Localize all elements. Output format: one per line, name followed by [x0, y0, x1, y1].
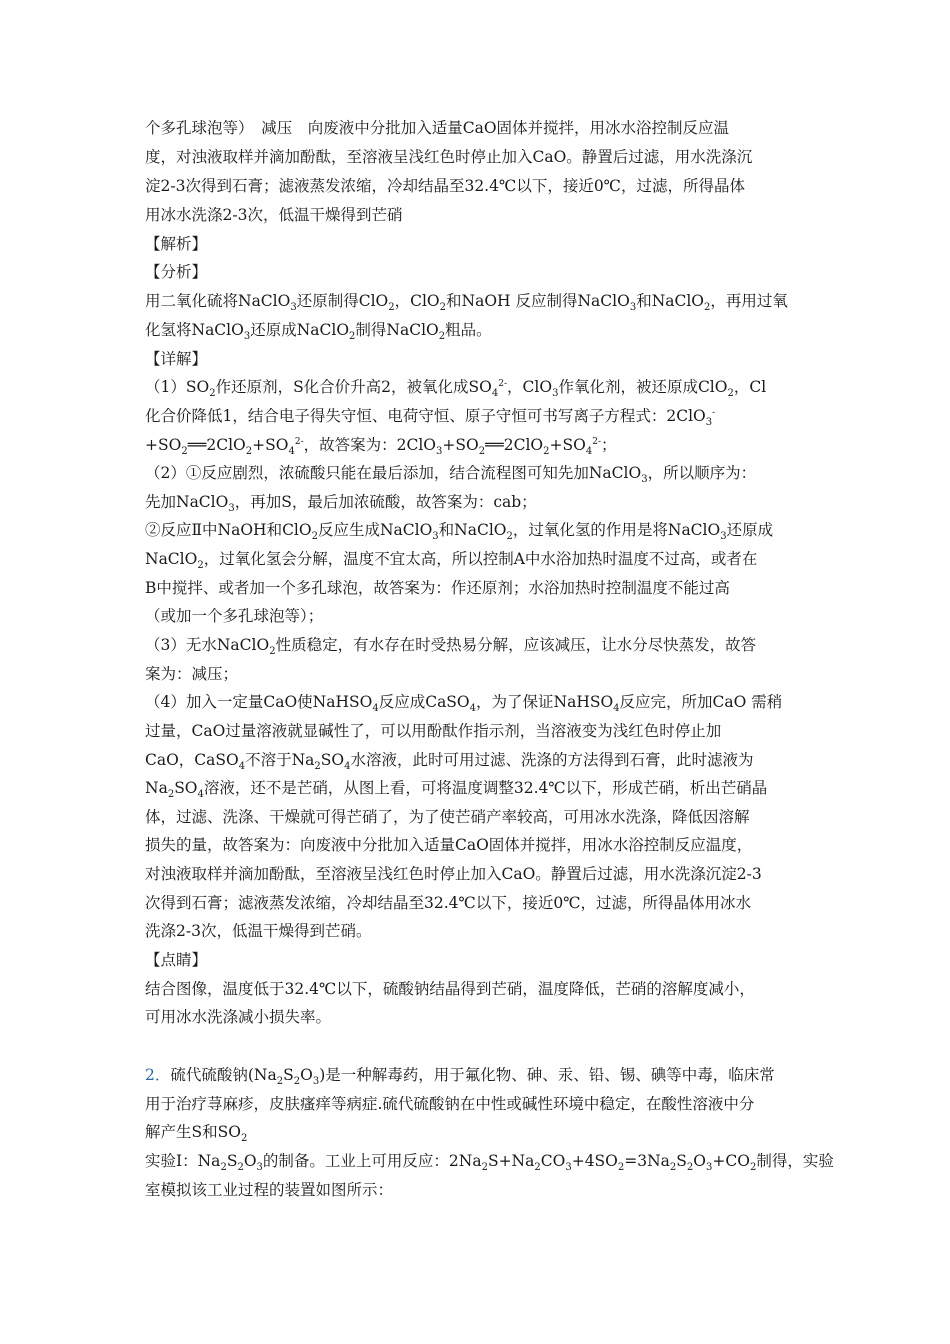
- subscript-text: 2: [439, 302, 447, 313]
- subscript-text: 3: [720, 531, 727, 542]
- text-run: （或加一个多孔球泡等）；: [145, 607, 324, 625]
- text-run: CO: [540, 1152, 566, 1170]
- subscript-text: 2: [245, 446, 253, 457]
- subscript-text: 2: [388, 302, 395, 313]
- text-run: 可用冰水洗涤减小损失率。: [145, 1008, 332, 1026]
- section-label-dianjing: 【点睛】: [145, 951, 208, 969]
- text-run: ，为了保证NaHSO: [476, 693, 614, 711]
- subscript-text: 3: [565, 1162, 572, 1173]
- subscript-text: 2: [220, 1162, 227, 1173]
- subscript-text: 4: [585, 446, 593, 457]
- subscript-text: 4: [197, 789, 204, 800]
- answer-line: [145, 147, 752, 167]
- subscript-text: 2: [293, 1076, 301, 1087]
- text-run: 个多孔球泡等） 减压 向废液中分批加入适量CaO固体并搅拌，用冰水浴控制反应温: [145, 119, 730, 137]
- text-run: ，所以顺序为：: [647, 464, 757, 482]
- text-run: O: [693, 1152, 707, 1170]
- text-run: ，故答案为：2ClO: [303, 436, 437, 454]
- text-run: 结合图像，温度低于32.4℃以下，硫酸钠结晶得到芒硝，温度降低，芒硝的溶解度减小，: [145, 980, 755, 998]
- subscript-text: 2: [276, 1076, 284, 1087]
- subscript-text: 2: [237, 1162, 244, 1173]
- subscript-text: 2: [727, 388, 734, 399]
- subscript-text: 3: [312, 1076, 320, 1087]
- text-run: ，Cl: [733, 378, 767, 396]
- subscript-text: 2: [181, 446, 188, 457]
- text-run: SO: [174, 779, 198, 797]
- text-run: O: [243, 1152, 257, 1170]
- detail-line: [145, 893, 751, 913]
- detail-line: [145, 721, 721, 741]
- text-run: 损失的量，故答案为：向废液中分批加入适量CaO固体并搅拌，用冰水浴控制反应温度，: [145, 836, 753, 854]
- text-run: ，再加S，最后加浓硫酸，故答案为：cab；: [234, 493, 537, 511]
- subscript-text: 2: [197, 560, 204, 571]
- text-run: S: [676, 1152, 687, 1170]
- detail-line: [145, 435, 617, 455]
- detail-line: [145, 807, 750, 827]
- subscript-text: 2: [704, 302, 711, 313]
- text-run: +SO: [145, 436, 182, 454]
- text-run: （3）无水NaClO: [145, 636, 270, 654]
- detail-line: [145, 492, 537, 512]
- detail-line: [145, 463, 756, 483]
- subscript-text: 3: [243, 331, 251, 342]
- answer-line: [145, 205, 402, 225]
- text-run: 还原成NaClO: [250, 321, 350, 339]
- subscript-text: 4: [613, 703, 620, 714]
- text-run: （4）加入一定量CaO使NaHSO: [145, 693, 373, 711]
- text-run: SO: [320, 751, 345, 769]
- detail-line: [145, 377, 766, 397]
- detail-line: [145, 778, 767, 798]
- text-run: )是一种解毒药，用于氟化物、砷、汞、铅、锡、碘等中毒，临床常: [319, 1066, 775, 1084]
- subscript-text: 3: [432, 531, 439, 542]
- question-number: 2．: [145, 1066, 171, 1084]
- text-run: 作氧化剂，被还原成ClO: [558, 378, 728, 396]
- section-label-xiangjie: 【详解】: [145, 350, 208, 368]
- subscript-text: 2: [669, 1162, 677, 1173]
- text-run: 对浊液取样并滴加酚酞，至溶液呈浅红色时停止加入CaO。静置后过滤，用水洗涤沉淀2-3: [145, 865, 762, 883]
- text-run: 制得NaClO: [355, 321, 439, 339]
- subscript-text: 3: [629, 302, 637, 313]
- text-run: 淀2-3次得到石膏；滤液蒸发浓缩，冷却结晶至32.4℃以下，接近0℃，过滤，所得晶体: [145, 177, 746, 195]
- text-run: ，ClO: [507, 378, 553, 396]
- text-run: 不溶于Na: [245, 751, 315, 769]
- text-run: S: [283, 1066, 294, 1084]
- text-run: ，再用过氧: [710, 292, 788, 310]
- question-line: [145, 1094, 754, 1114]
- comment-line: [145, 1007, 331, 1027]
- analysis-line: [145, 320, 492, 340]
- analysis-line: [145, 291, 788, 311]
- subscript-text: 3: [256, 1162, 263, 1173]
- text-run: 硫代硫酸钠(Na: [170, 1066, 277, 1084]
- text-run: +CO: [712, 1152, 750, 1170]
- superscript-text: 2-: [592, 437, 602, 447]
- section-label-fenxi: 【分析】: [145, 263, 208, 281]
- text-run: 洗涤2-3次，低温干燥得到芒硝。: [145, 922, 372, 940]
- subscript-text: 3: [436, 446, 443, 457]
- question-line: [145, 1180, 393, 1200]
- subscript-text: 2: [534, 1162, 541, 1173]
- subscript-text: 2: [269, 646, 276, 657]
- subscript-text: 2: [240, 1133, 248, 1144]
- subscript-text: 4: [372, 703, 379, 714]
- detail-line: [145, 635, 756, 655]
- text-run: 制得，实验: [756, 1152, 834, 1170]
- text-run: 反应完，所加CaO 需稍: [619, 693, 783, 711]
- subscript-text: 4: [469, 703, 477, 714]
- detail-line: [145, 578, 730, 598]
- subscript-text: 2: [478, 446, 486, 457]
- detail-line: [145, 406, 715, 426]
- text-run: 过量，CaO过量溶液就显碱性了，可以用酚酞作指示剂，当溶液变为浅红色时停止加: [145, 722, 722, 740]
- subscript-text: 2: [481, 1162, 488, 1173]
- text-run: 度，对浊液取样并滴加酚酞，至溶液呈浅红色时停止加入CaO。静置后过滤，用水洗涤沉: [145, 148, 753, 166]
- subscript-text: 2: [749, 1162, 757, 1173]
- detail-line: [145, 549, 757, 569]
- detail-line: [145, 864, 762, 884]
- text-run: +4SO: [571, 1152, 618, 1170]
- subscript-text: 3: [552, 388, 559, 399]
- superscript-text: -: [712, 408, 716, 418]
- subscript-text: 2: [314, 761, 321, 772]
- subscript-text: 3: [641, 474, 648, 485]
- text-run: 作还原剂，S化合价升高2，被氧化成SO: [215, 378, 492, 396]
- subscript-text: 4: [288, 446, 295, 457]
- subscript-text: 2: [686, 1162, 694, 1173]
- text-run: （2）①反应剧烈，浓硫酸只能在最后添加，结合流程图可知先加NaClO: [145, 464, 642, 482]
- answer-line: [145, 176, 745, 196]
- text-run: ②反应Ⅱ中NaOH和ClO: [145, 521, 312, 539]
- detail-line: [145, 750, 754, 770]
- detail-line: [145, 606, 323, 626]
- text-run: 溶液，还不是芒硝，从图上看，可将温度调整32.4℃以下，形成芒硝，析出芒硝晶: [203, 779, 768, 797]
- text-run: 用于治疗荨麻疹，皮肤瘙痒等病症.硫代硫酸钠在中性或碱性环境中稳定，在酸性溶液中分: [145, 1095, 755, 1113]
- text-run: 用冰水洗涤2-3次，低温干燥得到芒硝: [145, 206, 403, 224]
- comment-line: [145, 979, 755, 999]
- text-run: +SO: [549, 436, 586, 454]
- section-label-jiexi: 【解析】: [145, 235, 208, 253]
- text-run: 解产生S和SO: [145, 1123, 241, 1141]
- subscript-text: 3: [228, 503, 235, 514]
- text-run: 室模拟该工业过程的装置如图所示：: [145, 1181, 394, 1199]
- question-text: [170, 1066, 775, 1087]
- text-run: S: [226, 1152, 238, 1170]
- text-run: 化合价降低1，结合电子得失守恒、电荷守恒、原子守恒可书写离子方程式：2ClO: [145, 407, 706, 425]
- question-2-line: [145, 1065, 775, 1085]
- text-run: ，ClO: [394, 292, 440, 310]
- question-line: [145, 1122, 247, 1142]
- subscript-text: 3: [705, 417, 713, 428]
- subscript-text: 3: [706, 1162, 713, 1173]
- text-run: 用二氧化硫将NaClO: [145, 292, 291, 310]
- text-run: 案为：减压；: [145, 665, 239, 683]
- text-run: 体，过滤、洗涤、干燥就可得芒硝了，为了使芒硝产率较高，可用冰水洗涤，降低因溶解: [145, 808, 750, 826]
- superscript-text: 2-: [294, 437, 304, 447]
- subscript-text: 2: [438, 331, 446, 342]
- text-run: 粗品。: [445, 321, 492, 339]
- text-run: 和NaClO: [438, 521, 507, 539]
- detail-line: [145, 692, 782, 712]
- superscript-text: 2-: [498, 379, 508, 389]
- subscript-text: 4: [491, 388, 499, 399]
- text-run: ══2ClO: [485, 436, 544, 454]
- text-run: =3Na: [624, 1152, 670, 1170]
- detail-line: [145, 921, 371, 941]
- subscript-text: 3: [290, 302, 297, 313]
- text-run: ，过氧化氢的作用是将NaClO: [512, 521, 721, 539]
- subscript-text: 2: [617, 1162, 625, 1173]
- text-run: ，过氧化氢会分解，温度不宜太高，所以控制A中水浴加热时温度不过高，或者在: [203, 550, 758, 568]
- subscript-text: 4: [238, 761, 246, 772]
- text-run: 反应生成NaClO: [317, 521, 433, 539]
- text-run: ══2ClO: [187, 436, 246, 454]
- text-run: 和NaOH 反应制得NaClO: [446, 292, 630, 310]
- text-run: B中搅拌、或者加一个多孔球泡，故答案为：作还原剂；水浴加热时控制温度不能过高: [145, 579, 730, 597]
- text-run: 先加NaClO: [145, 493, 229, 511]
- text-run: 性质稳定，有水存在时受热易分解，应该减压，让水分尽快蒸发，故答: [275, 636, 757, 654]
- text-run: +SO: [252, 436, 289, 454]
- text-run: CaO，CaSO: [145, 751, 239, 769]
- text-run: 化氢将NaClO: [145, 321, 244, 339]
- text-run: 的制备。工业上可用反应：2Na: [262, 1152, 482, 1170]
- text-run: O: [300, 1066, 313, 1084]
- text-run: +SO: [442, 436, 479, 454]
- subscript-text: 2: [543, 446, 550, 457]
- detail-line: [145, 835, 752, 855]
- answer-line: [145, 118, 729, 138]
- subscript-text: 2: [506, 531, 513, 542]
- text-run: ；: [601, 436, 617, 454]
- text-run: 还原制得ClO: [296, 292, 389, 310]
- text-run: （1）SO: [145, 378, 210, 396]
- text-run: 实验Ⅰ：Na: [145, 1152, 221, 1170]
- detail-line: [145, 664, 238, 684]
- subscript-text: 2: [349, 331, 356, 342]
- detail-line: [145, 520, 773, 540]
- text-run: 水溶液，此时可用过滤、洗涤的方法得到石膏，此时滤液为: [350, 751, 754, 769]
- text-run: 反应成CaSO: [378, 693, 470, 711]
- text-run: 次得到石膏；滤液蒸发浓缩，冷却结晶至32.4℃以下，接近0℃，过滤，所得晶体用冰水: [145, 894, 752, 912]
- text-run: S+Na: [487, 1152, 535, 1170]
- text-run: Na: [145, 779, 168, 797]
- text-run: NaClO: [145, 550, 198, 568]
- subscript-text: 2: [167, 789, 175, 800]
- subscript-text: 2: [311, 531, 318, 542]
- subscript-text: 2: [209, 388, 216, 399]
- text-run: 和NaClO: [636, 292, 705, 310]
- text-run: 还原成: [726, 521, 774, 539]
- question-line: [145, 1151, 834, 1171]
- subscript-text: 4: [344, 761, 351, 772]
